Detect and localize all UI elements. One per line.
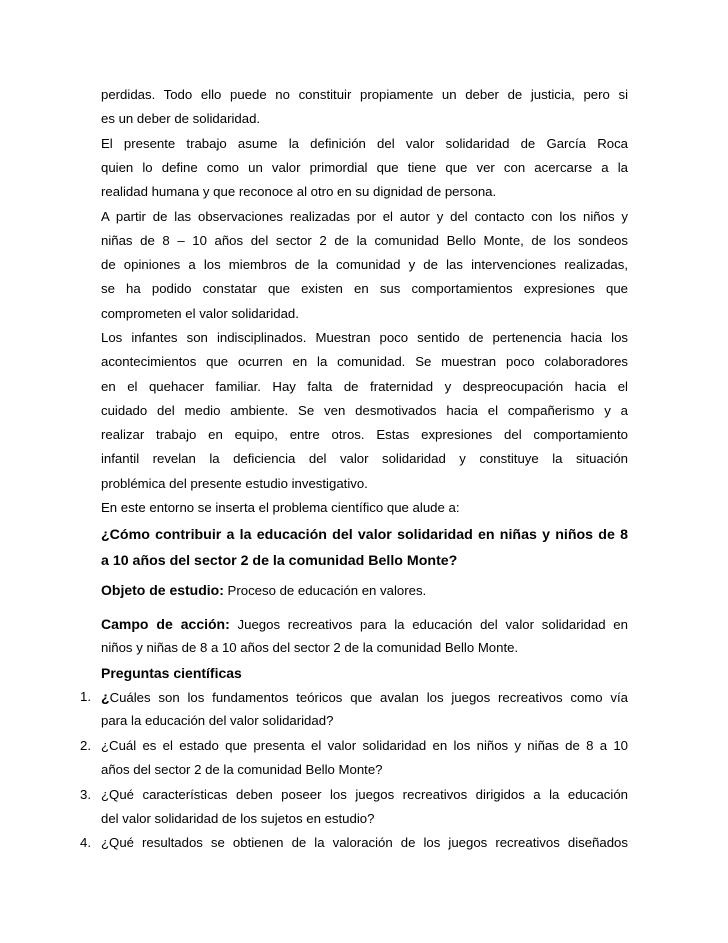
paragraph-observations [101, 205, 628, 326]
pregunta-text: para la educación del valor solidaridad? [101, 713, 334, 729]
problem-line: ¿Cómo contribuir a la educación del valor solidaridad en niñas y niños de 8 [101, 527, 628, 543]
campo-text-line2: niños y niñas de 8 a 10 años del sector 2 de la comunidad Bello Monte. [101, 640, 519, 656]
objeto-label: Objeto de estudio: [101, 582, 224, 598]
text-line: se ha podido constatar que existen en sus comportamientos expresiones que [101, 281, 628, 297]
question-mark: ¿ [101, 689, 110, 705]
problem-line: a 10 años del sector 2 de la comunidad Bello Monte? [101, 553, 458, 569]
list-number: 2. [80, 738, 91, 753]
pregunta-text: años del sector 2 de la comunidad Bello Monte? [101, 762, 383, 778]
pregunta-text: ¿Cuál es el estado que presenta el valor solidaridad en los niños y niñas de 8 a 10 [101, 738, 628, 753]
pregunta-text: Cuáles son los fundamentos teóricos que avalan los juegos recreativos como vía [109, 690, 628, 705]
text-line: realidad humana y que reconoce al otro en su dignidad de persona. [101, 184, 497, 200]
text-line: cuidado del medio ambiente. Se ven desmotivados hacia el compañerismo y a [101, 402, 628, 418]
scientific-problem [101, 522, 628, 574]
text-line: acontecimientos que ocurren en la comunidad. Se muestran poco colaboradores [101, 354, 628, 370]
campo-de-accion [101, 612, 628, 661]
text-line: infantil revelan la deficiencia del valor solidaridad y constituye la situación [101, 451, 628, 467]
pregunta-text: ¿Qué características deben poseer los juegos recreativos dirigidos a la educación [101, 787, 628, 802]
text-line: es un deber de solidaridad. [101, 111, 261, 127]
objeto-text: Proceso de educación en valores. [223, 583, 427, 598]
text-line: Los infantes son indisciplinados. Muestran poco sentido de pertenencia hacia los [101, 330, 628, 345]
paragraph-definition [101, 132, 628, 205]
text-line: problémica del presente estudio investigativo. [101, 475, 368, 491]
list-number: 3. [80, 787, 91, 802]
campo-label: Campo de acción: [101, 616, 230, 632]
list-number: 1. [80, 689, 91, 704]
text-line: niñas de 8 – 10 años del sector 2 de la comunidad Bello Monte, de los sondeos [101, 232, 628, 248]
text-line: quien lo define como un valor primordial que tiene que ver con acercarse a la [101, 159, 628, 175]
pregunta-text: del valor solidaridad de los sujetos en estudio? [101, 811, 375, 827]
preguntas-heading: Preguntas científicas [101, 665, 242, 681]
list-number: 4. [80, 835, 91, 850]
text-line: comprometen el valor solidaridad. [101, 305, 299, 321]
pregunta-text: ¿Qué resultados se obtienen de la valoración de los juegos recreativos diseñados [101, 835, 628, 850]
objeto-de-estudio [101, 578, 628, 602]
text-line: A partir de las observaciones realizadas por el autor y del contacto con los niños y [101, 208, 628, 224]
paragraph-behaviour [101, 326, 628, 496]
text-line: En este entorno se inserta el problema científico que alude a: [101, 500, 460, 515]
preguntas-heading-block [101, 661, 628, 685]
text-line: realizar trabajo en equipo, entre otros. Estas expresiones del comportamiento [101, 427, 628, 443]
text-line: El presente trabajo asume la definición del valor solidaridad de García Roca [101, 135, 628, 151]
paragraph-intro [101, 83, 628, 132]
text-line: en el quehacer familiar. Hay falta de fraternidad y despreocupación hacia el [101, 378, 628, 394]
campo-text-line1: Juegos recreativos para la educación del valor solidaridad en [229, 617, 628, 632]
text-line: de opiniones a los miembros de la comunidad y de las intervenciones realizadas, [101, 257, 628, 273]
text-line: perdidas. Todo ello puede no constituir propiamente un deber de justicia, pero si [101, 87, 628, 102]
paragraph-problem-intro [101, 496, 628, 520]
